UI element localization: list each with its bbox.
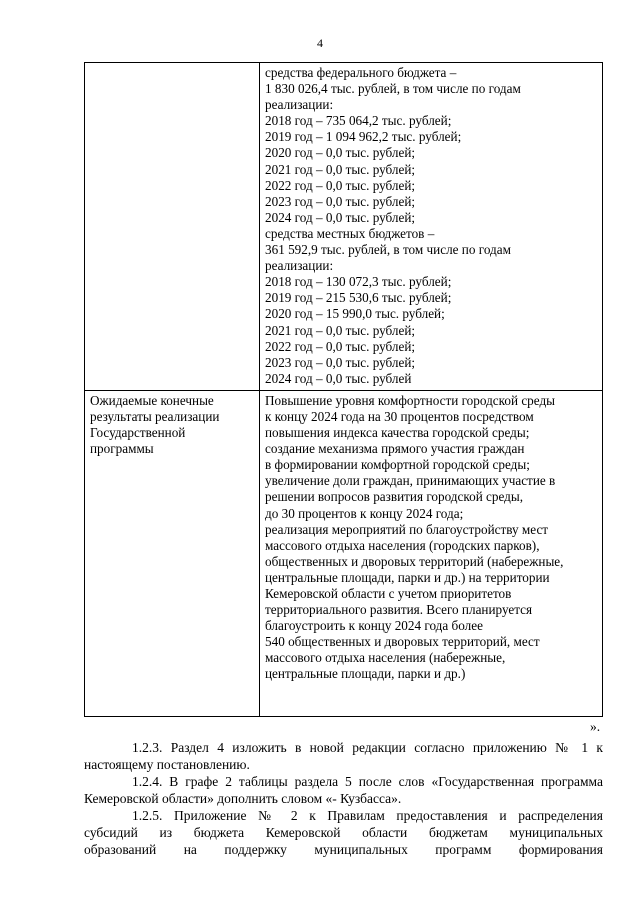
funding-label-cell	[85, 63, 260, 391]
paragraph-1-2-5	[84, 807, 603, 858]
expected-results-value-cell	[260, 390, 603, 716]
funding-line: средства местных бюджетов –	[265, 225, 435, 241]
table-row-funding	[85, 63, 603, 391]
funding-line: 2018 год – 735 064,2 тыс. рублей;	[265, 113, 452, 129]
expected-results-label-line: Государственной	[90, 425, 186, 441]
passport-table	[84, 62, 603, 717]
paragraph-line: 1.2.3. Раздел 4 изложить в новой редакции согласно приложению № 1 к	[132, 740, 603, 755]
expected-results-line: в формировании комфортной городской среды;	[265, 457, 530, 473]
expected-results-line: массового отдыха населения (набережные,	[265, 650, 506, 666]
expected-results-line: повышения индекса качества городской среды;	[265, 425, 530, 441]
funding-line: 2023 год – 0,0 тыс. рублей;	[265, 193, 416, 209]
expected-results-label-line: Ожидаемые конечные	[90, 392, 214, 408]
page-number: 4	[317, 36, 323, 50]
funding-line: средства федерального бюджета –	[265, 65, 457, 80]
funding-line: 2020 год – 0,0 тыс. рублей;	[265, 145, 416, 161]
funding-line: 2023 год – 0,0 тыс. рублей;	[265, 354, 416, 370]
paragraph-line: 1.2.5. Приложение № 2 к Правилам предоставления и распределения	[132, 808, 603, 823]
paragraph-line: 1.2.4. В графе 2 таблицы раздела 5 после слов «Государственная программа	[132, 774, 603, 789]
funding-line: 2024 год – 0,0 тыс. рублей	[265, 370, 412, 386]
table-row-expected-results	[85, 390, 603, 716]
expected-results-line: 540 общественных и дворовых территорий, мест	[265, 634, 540, 650]
expected-results-line: Кемеровской области с учетом приоритетов	[265, 586, 512, 601]
expected-results-line: территориального развития. Всего планируется	[265, 602, 533, 618]
closing-quote: ».	[590, 719, 601, 734]
expected-results-label-line: программы	[90, 441, 154, 457]
funding-line: 361 592,9 тыс. рублей, в том числе по годам	[265, 242, 511, 258]
expected-results-line: до 30 процентов к концу 2024 года;	[265, 505, 464, 521]
funding-line: 2022 год – 0,0 тыс. рублей;	[265, 338, 416, 354]
funding-line: 1 830 026,4 тыс. рублей, в том числе по годам	[265, 81, 521, 97]
funding-line: 2019 год – 1 094 962,2 тыс. рублей;	[265, 129, 462, 145]
funding-line: 2018 год – 130 072,3 тыс. рублей;	[265, 274, 452, 290]
funding-line: 2024 год – 0,0 тыс. рублей;	[265, 209, 416, 225]
funding-line: 2022 год – 0,0 тыс. рублей;	[265, 177, 416, 193]
funding-line: реализации:	[265, 97, 334, 113]
expected-results-label-cell	[85, 390, 260, 716]
expected-results-line: Повышение уровня комфортности городской среды	[265, 392, 556, 408]
paragraph-line: субсидий из бюджета Кемеровской области бюджетам муниципальных	[84, 825, 603, 840]
expected-results-line: к концу 2024 года на 30 процентов посредством	[265, 408, 534, 424]
expected-results-line: массового отдыха населения (городских парков),	[265, 537, 540, 553]
expected-results-line: благоустроить к концу 2024 года более	[265, 618, 483, 634]
expected-results-line: реализация мероприятий по благоустройству мест	[265, 521, 549, 537]
expected-results-line: центральные площади, парки и др.)	[265, 666, 466, 682]
expected-results-label-line: результаты реализации	[90, 408, 220, 424]
expected-results-line: увеличение доли граждан, принимающих участие в	[265, 473, 556, 489]
funding-line: реализации:	[265, 258, 334, 274]
expected-results-line: создание механизма прямого участия граждан	[265, 441, 525, 457]
expected-results-line: решении вопросов развития городской среды,	[265, 489, 524, 505]
paragraph-line: образований на поддержку муниципальных программ формирования	[84, 842, 603, 857]
paragraph-1-2-3	[84, 739, 603, 773]
funding-line: 2020 год – 15 990,0 тыс. рублей;	[265, 306, 445, 322]
funding-line: 2021 год – 0,0 тыс. рублей;	[265, 322, 416, 338]
paragraph-1-2-4	[84, 773, 603, 807]
funding-line: 2021 год – 0,0 тыс. рублей;	[265, 161, 416, 177]
body-text	[84, 739, 603, 858]
paragraph-line: настоящему постановлению.	[84, 757, 250, 772]
paragraph-line: Кемеровской области» дополнить словом «- Кузбасса».	[84, 791, 402, 806]
funding-value-cell	[260, 63, 603, 391]
expected-results-line: центральные площади, парки и др.) на территории	[265, 569, 550, 585]
funding-line: 2019 год – 215 530,6 тыс. рублей;	[265, 290, 452, 306]
expected-results-line: общественных и дворовых территорий (набережные,	[265, 553, 564, 569]
